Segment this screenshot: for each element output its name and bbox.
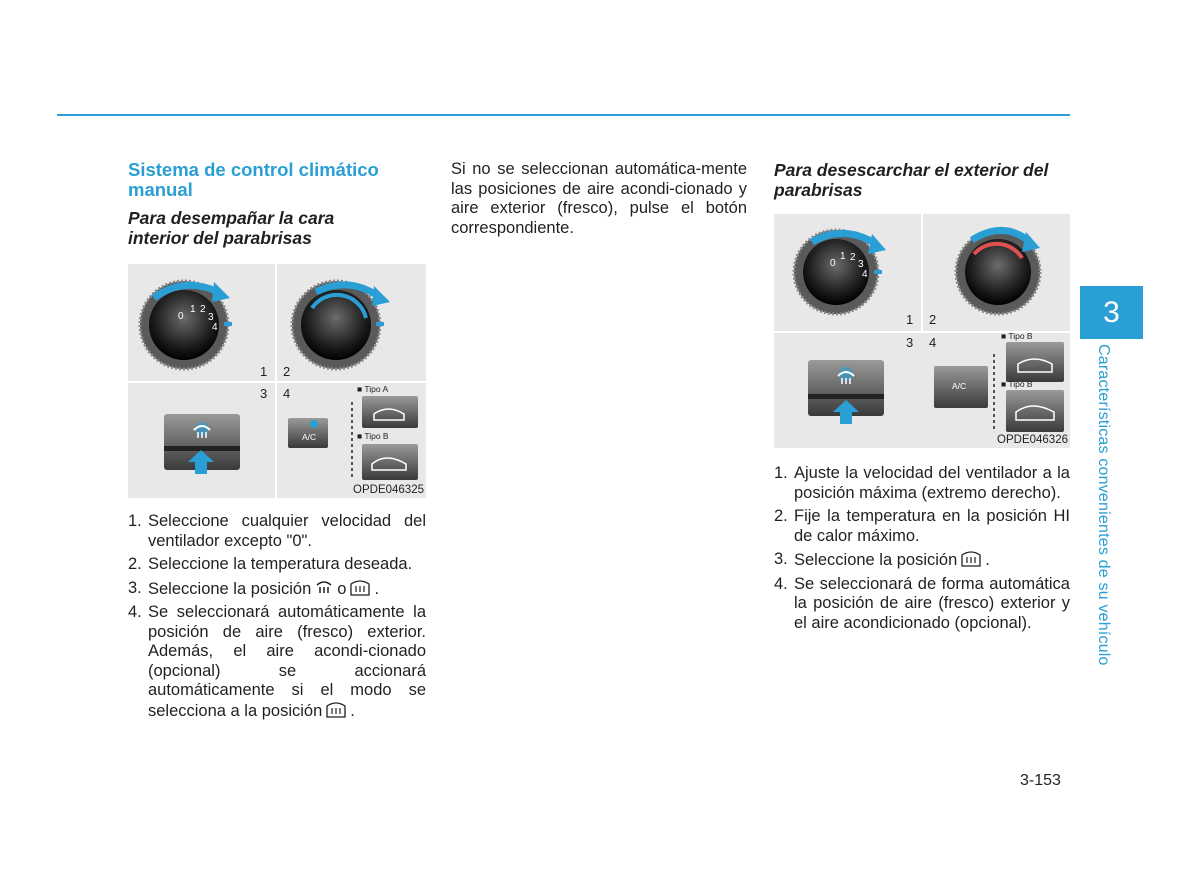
section-title: Sistema de control climático manual [128,159,379,200]
step-item: 1. Seleccione cualquier velocidad del ventilador excepto "0". [128,512,426,550]
dial-number: 0 [830,258,836,269]
cell-number: 1 [906,312,914,327]
chapter-title: Características convenientes de su vehículo [1095,344,1112,666]
defrost-icon [314,579,334,597]
cell-number: 4 [283,386,291,401]
dial-number: 0 [178,311,184,322]
cell-number: 2 [929,312,937,327]
step-item: 4. Se seleccionará automáticamente la posición de aire (fresco) exterior. Además, el aire acondi-cionado (opcional) se accionará automáticamente si el modo se selecciona a la posición . [128,603,426,720]
dial-number: 2 [850,252,856,263]
subsection-title: Para desescarchar el exterior del parabrisas [774,160,1049,200]
cell-number: 4 [929,335,937,350]
cell-number: 2 [283,364,291,379]
column-middle [451,160,747,238]
floor-defrost-icon [960,550,982,568]
button-label: A/C [302,432,317,442]
dial-number: 3 [858,259,864,270]
dial-number: 1 [840,251,846,262]
page-number: 3-153 [1020,772,1061,789]
button-label: A/C [952,381,967,391]
figure-defrost [774,214,1070,448]
figure-defog [128,264,426,498]
dial-number: 3 [208,312,214,323]
dial-number: 4 [212,322,218,333]
dial-number: 2 [200,304,206,315]
figure-defog-art [128,264,426,498]
column-right [774,160,1070,637]
type-label: ■ Tipo B [1001,379,1033,389]
step-item: 3. Seleccione la posición . [774,550,990,569]
type-label: ■ Tipo B [357,431,389,441]
step-item: 2. Fije la temperatura en la posición HI de calor máximo. [774,507,1070,545]
step-item: 2. Seleccione la temperatura deseada. [128,555,413,573]
figure-code: OPDE046325 [353,484,424,496]
step-list [774,464,1070,633]
step-item: 3. Seleccione la posición o . [128,578,380,598]
dial-number: 4 [862,269,868,280]
step-list [128,512,426,721]
figure-code: OPDE046326 [997,434,1068,446]
step-item: 1. Ajuste la velocidad del ventilador a la posición máxima (extremo derecho). [774,464,1070,502]
cell-number: 3 [260,386,268,401]
step-item: 4. Se seleccionará de forma automática la posición de aire (fresco) exterior y el aire acondicionado (opcional). [774,574,1070,632]
floor-defrost-icon [349,579,371,597]
chapter-tab: 3 [1080,286,1143,339]
cell-number: 1 [260,364,268,379]
column-left [128,160,426,725]
floor-defrost-icon [325,701,347,719]
paragraph: Si no se seleccionan automática-mente las posiciones de aire acondi-cionado y aire exterior (fresco), pulse el botón correspondiente. [451,160,747,237]
type-label: ■ Tipo B [1001,331,1033,341]
cell-number: 3 [906,335,914,350]
dial-number: 1 [190,304,196,315]
subsection-title: Para desempañar la cara interior del parabrisas [128,208,335,248]
top-rule [57,114,1070,116]
type-label: ■ Tipo A [357,384,389,394]
